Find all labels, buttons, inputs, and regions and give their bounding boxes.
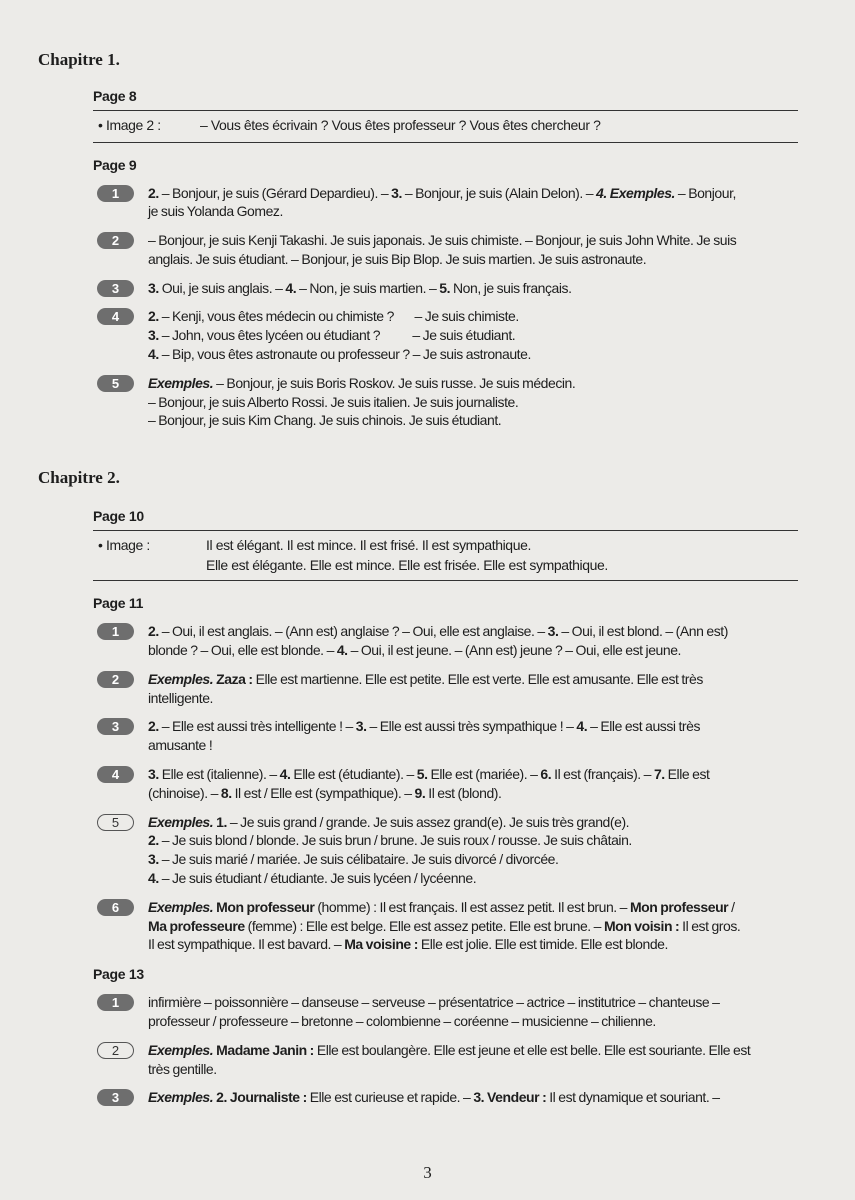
- answer-text-segment: 3.: [148, 851, 159, 868]
- answer-text-segment: – Kenji, vous êtes médecin ou chimiste ? – Je suis chimiste.: [158, 308, 519, 325]
- answer-text-segment: 4.: [148, 870, 159, 887]
- answer-text-segment: – Oui, il est jeune. – (Ann est) jeune ? – Oui, elle est jeune.: [347, 642, 681, 659]
- answer-line: [148, 1041, 855, 1060]
- answer-text-segment: 2.: [148, 718, 159, 735]
- answer-text-segment: – Je suis marié / mariée. Je suis célibataire. Je suis divorcé / divorcée.: [158, 851, 559, 868]
- exercise-number-badge: 1: [97, 623, 134, 640]
- answer-line: [148, 784, 855, 803]
- answer-line: [148, 831, 855, 850]
- answer-text-segment: (homme) : Il est français. Il est assez petit. Il est brun. –: [314, 898, 630, 915]
- exercise-number-badge: 2: [97, 671, 134, 688]
- answer-line: [148, 1088, 855, 1107]
- answer-text-segment: Mon professeur: [629, 898, 729, 915]
- answer-text-segment: 2.: [148, 832, 159, 849]
- answer-text-segment: – Oui, il est blond. – (Ann est): [558, 623, 728, 640]
- answer-text-segment: Non, je suis français.: [450, 279, 572, 296]
- answer-text-segment: 3.: [355, 718, 367, 735]
- answer-text-segment: 2.: [148, 184, 159, 201]
- exercise-answer: [111, 231, 855, 269]
- page-heading: Page 8: [93, 88, 137, 104]
- answer-text-segment: Elle est martienne. Elle est petite. Elle est verte. Elle est amusante. Elle est très: [252, 670, 703, 687]
- answer-text-segment: Ma professeure: [148, 917, 245, 934]
- answer-text-segment: (femme) : Elle est belge. Elle est assez petite. Elle est brune. –: [244, 917, 604, 934]
- answer-text-segment: 7.: [653, 766, 665, 783]
- answer-text-segment: 3.: [148, 766, 159, 783]
- exercise-answer: [111, 1088, 855, 1107]
- answer-text-segment: intelligente.: [148, 689, 213, 706]
- answer-text-segment: anglais. Je suis étudiant. – Bonjour, je suis Bip Blop. Je suis martien. Je suis astronaute.: [148, 250, 647, 267]
- answer-text-segment: 6.: [540, 766, 552, 783]
- exercise-number-badge: 1: [97, 185, 134, 202]
- answer-text-segment: 2. Journaliste :: [216, 1089, 307, 1106]
- answer-text-segment: Exemples.: [148, 374, 214, 391]
- answer-text-segment: Il est (français). –: [551, 766, 654, 783]
- answer-line: [148, 279, 855, 298]
- answer-text-segment: blonde ? – Oui, elle est blonde. –: [148, 642, 337, 659]
- answer-text-segment: Elle est jolie. Elle est timide. Elle est blonde.: [417, 936, 668, 953]
- page-heading: Page 10: [93, 508, 144, 525]
- answer-text-segment: 5.: [439, 279, 451, 296]
- answer-line: [148, 307, 855, 326]
- answer-text-segment: 2.: [148, 308, 159, 325]
- answer-text-segment: infirmière – poissonnière – danseuse – serveuse – présentatrice – actrice – institutrice – chanteuse –: [148, 994, 720, 1011]
- answer-text-segment: 1.: [216, 813, 227, 830]
- answer-line: [148, 641, 855, 660]
- answer-line: [148, 1060, 855, 1079]
- answer-line: [148, 850, 855, 869]
- answer-line: [148, 917, 855, 936]
- answer-text-segment: amusante !: [148, 737, 213, 754]
- answer-text-segment: Il est / Elle est (sympathique). –: [231, 784, 415, 801]
- answer-text-segment: 4.: [336, 642, 348, 659]
- answer-text-segment: 4.: [148, 346, 159, 363]
- answer-text-segment: Elle est (italienne). –: [158, 766, 280, 783]
- answer-line: [148, 1012, 855, 1031]
- answer-text-segment: Ma voisine :: [344, 936, 418, 953]
- answer-line: [148, 935, 855, 954]
- answer-text-segment: Elle est boulangère. Elle est jeune et elle est belle. Elle est souriante. Elle est: [313, 1041, 751, 1058]
- answer-line: [148, 898, 855, 917]
- exercise-answer: [111, 898, 855, 954]
- answer-line: [148, 250, 855, 269]
- exercise-number-badge: 3: [97, 280, 134, 297]
- answer-text-segment: – Bonjour,: [674, 184, 736, 201]
- answer-text-segment: – Bonjour, je suis Alberto Rossi. Je suis italien. Je suis journaliste.: [148, 393, 519, 410]
- answer-text-segment: Il est sympathique. Il est bavard. –: [148, 936, 345, 953]
- answer-text-segment: 4. Exemples.: [596, 184, 675, 201]
- answer-text-segment: (chinoise). –: [148, 784, 221, 801]
- answer-line: [148, 411, 855, 430]
- answer-text-segment: – Bip, vous êtes astronaute ou professeur ? – Je suis astronaute.: [158, 346, 531, 363]
- answer-text-segment: /: [728, 898, 735, 915]
- answer-text-segment: Zaza :: [216, 670, 253, 687]
- exercise-number-badge: 3: [97, 1089, 134, 1106]
- exercise-answer: [111, 1041, 855, 1079]
- image-label: • Image :: [98, 537, 150, 554]
- exercise-answer: [111, 374, 855, 430]
- answer-text-segment: 4.: [279, 766, 291, 783]
- answer-line: [148, 374, 855, 393]
- answer-line: [148, 393, 855, 412]
- answer-text-segment: – Elle est aussi très intelligente ! –: [158, 718, 356, 735]
- answer-line: [148, 670, 855, 689]
- answer-text-segment: – Elle est aussi très sympathique ! –: [366, 718, 577, 735]
- answer-text-segment: Oui, je suis anglais. –: [158, 279, 286, 296]
- answer-line: [148, 736, 855, 755]
- answer-text-segment: Elle est (étudiante). –: [290, 766, 417, 783]
- image-answer-box: [93, 110, 798, 143]
- answer-text-segment: – Non, je suis martien. –: [296, 279, 440, 296]
- exercise-answer: [111, 993, 855, 1031]
- answer-text-segment: professeur / professeure – bretonne – colombienne – coréenne – musicienne – chilienne.: [148, 1013, 656, 1030]
- exercise-number-badge: 5: [97, 814, 134, 831]
- answer-line: [148, 689, 855, 708]
- answer-line: [148, 993, 855, 1012]
- answer-text-segment: 3. Vendeur :: [473, 1089, 547, 1106]
- answer-text-segment: 3.: [547, 623, 559, 640]
- exercise-answer: [111, 279, 855, 298]
- answer-text-segment: 3.: [148, 327, 159, 344]
- exercise-number-badge: 2: [97, 1042, 134, 1059]
- exercise-number-badge: 4: [97, 766, 134, 783]
- answer-text-segment: – Oui, il est anglais. – (Ann est) anglaise ? – Oui, elle est anglaise. –: [158, 623, 548, 640]
- answer-text-segment: 2.: [148, 623, 159, 640]
- answer-text-segment: je suis Yolanda Gomez.: [148, 203, 283, 220]
- answer-text-segment: très gentille.: [148, 1060, 217, 1077]
- answer-text-segment: Madame Janin :: [216, 1041, 314, 1058]
- answer-line: [148, 813, 855, 832]
- answer-text-segment: Mon voisin :: [603, 917, 680, 934]
- answer-text-segment: 3.: [148, 279, 159, 296]
- answer-text-segment: 3.: [391, 184, 402, 201]
- answer-text-segment: – Bonjour, je suis Kenji Takashi. Je suis japonais. Je suis chimiste. – Bonjour, je suis John White. Je suis: [148, 232, 737, 249]
- exercise-answer: [111, 622, 855, 660]
- answer-text-segment: Exemples.: [148, 898, 214, 915]
- answer-text-segment: – Bonjour, je suis (Alain Delon). –: [401, 184, 597, 201]
- answer-text-segment: 5.: [416, 766, 428, 783]
- page-heading: Page 11: [93, 595, 144, 612]
- exercise-number-badge: 2: [97, 232, 134, 249]
- answer-text-segment: Exemples.: [148, 1089, 214, 1106]
- answer-text-segment: 4.: [285, 279, 297, 296]
- answer-text-segment: 4.: [576, 718, 588, 735]
- exercise-answer: [111, 670, 855, 708]
- image-label: • Image 2 :: [98, 117, 161, 133]
- page-heading: Page 13: [93, 966, 144, 983]
- answer-text-segment: Elle est curieuse et rapide. –: [306, 1089, 474, 1106]
- answer-text-segment: – Je suis grand / grande. Je suis assez grand(e). Je suis très grand(e).: [226, 813, 630, 830]
- answer-text-segment: – Elle est aussi très: [587, 718, 701, 735]
- answer-text-segment: Exemples.: [148, 670, 214, 687]
- exercise-number-badge: 5: [97, 375, 134, 392]
- exercise-answer: [111, 717, 855, 755]
- answer-line: [148, 717, 855, 736]
- answer-line: Il est élégant. Il est mince. Il est frisé. Il est sympathique.: [206, 537, 531, 554]
- answer-text-segment: Il est gros.: [679, 917, 741, 934]
- exercise-number-badge: 4: [97, 308, 134, 325]
- exercise-answer: [111, 307, 855, 363]
- page-number: 3: [423, 1163, 432, 1182]
- answer-text-segment: – Bonjour, je suis (Gérard Depardieu). –: [158, 184, 392, 201]
- answer-text-segment: – Je suis étudiant / étudiante. Je suis lycéen / lycéenne.: [158, 870, 477, 887]
- answer-line: Elle est élégante. Elle est mince. Elle est frisée. Elle est sympathique.: [206, 556, 608, 573]
- exercise-number-badge: 6: [97, 899, 134, 916]
- exercise-answer: [111, 184, 855, 222]
- answer-text-segment: Il est (blond).: [425, 784, 502, 801]
- image-answer-box: [93, 530, 798, 581]
- answer-line: [148, 345, 855, 364]
- answer-text-segment: Elle est (mariée). –: [427, 766, 541, 783]
- chapter-title: Chapitre 1.: [38, 50, 120, 69]
- answer-text-segment: Exemples.: [148, 1041, 214, 1058]
- answer-line: [148, 184, 855, 203]
- answer-text-segment: – Bonjour, je suis Boris Roskov. Je suis russe. Je suis médecin.: [213, 374, 576, 391]
- exercise-answer: [111, 813, 855, 888]
- exercise-number-badge: 3: [97, 718, 134, 735]
- answer-text-segment: 8.: [220, 784, 232, 801]
- answer-line: [148, 202, 855, 221]
- answer-text-segment: 9.: [414, 784, 426, 801]
- exercise-number-badge: 1: [97, 994, 134, 1011]
- answer-text-segment: – John, vous êtes lycéen ou étudiant ? – Je suis étudiant.: [158, 327, 516, 344]
- answer-line: – Vous êtes écrivain ? Vous êtes professeur ? Vous êtes chercheur ?: [200, 117, 601, 133]
- image-answer-text: [200, 116, 600, 136]
- answer-text-segment: – Je suis blond / blonde. Je suis brun / brune. Je suis roux / rousse. Je suis châtain.: [158, 832, 632, 849]
- chapter-title: Chapitre 2.: [38, 468, 120, 488]
- answer-line: [148, 231, 855, 250]
- exercise-answer: [111, 765, 855, 803]
- answer-line: [148, 622, 855, 641]
- answer-text-segment: – Bonjour, je suis Kim Chang. Je suis chinois. Je suis étudiant.: [148, 412, 502, 429]
- answer-text-segment: Mon professeur: [216, 898, 315, 915]
- answer-line: [148, 869, 855, 888]
- answer-line: [148, 326, 855, 345]
- image-answer-text: [206, 536, 608, 575]
- answer-text-segment: Elle est: [664, 766, 710, 783]
- answer-text-segment: Il est dynamique et souriant. –: [546, 1089, 720, 1106]
- answer-line: [148, 765, 855, 784]
- answer-text-segment: Exemples.: [148, 813, 214, 830]
- page-heading: Page 9: [93, 156, 137, 173]
